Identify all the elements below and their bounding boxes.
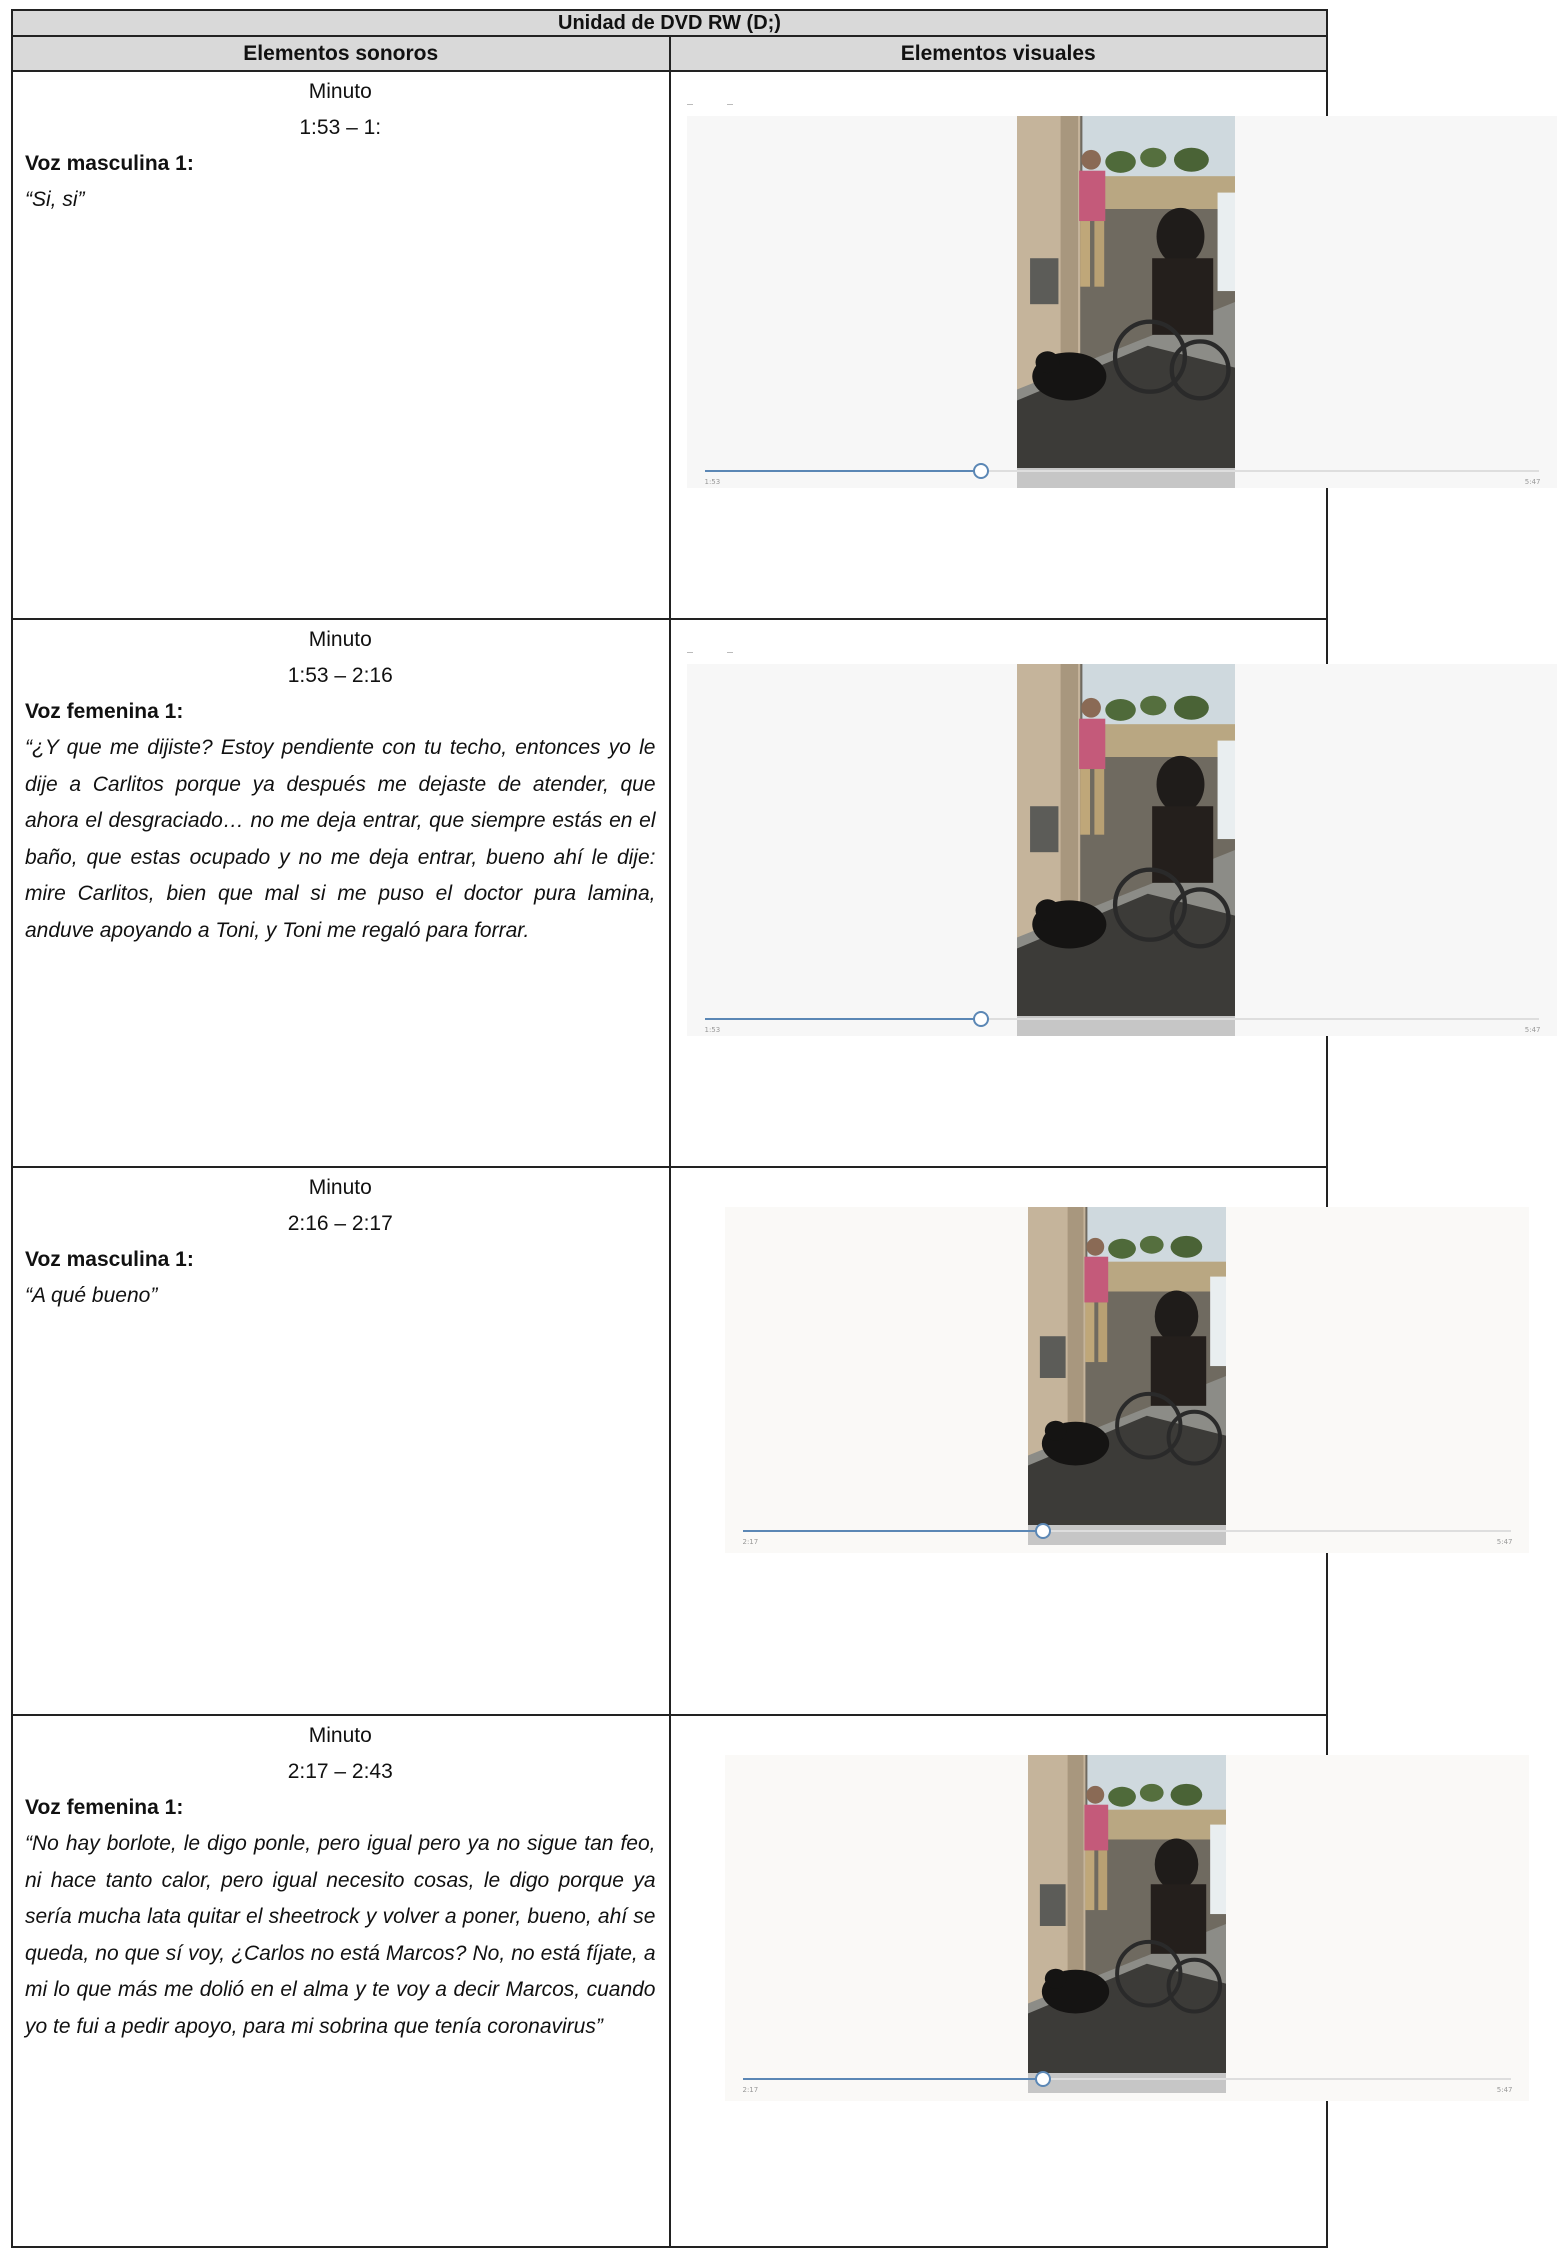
minute-range: 2:16 – 2:17 bbox=[287, 1212, 393, 1235]
video-frame[interactable] bbox=[1028, 1755, 1226, 2093]
speaker-label: Voz femenina 1: bbox=[25, 1796, 184, 1819]
seek-bar[interactable] bbox=[743, 2078, 1511, 2080]
visual-cell bbox=[670, 1715, 1513, 2247]
divider bbox=[687, 104, 693, 105]
table-row bbox=[12, 1167, 1327, 1715]
audio-cell bbox=[12, 1167, 670, 1715]
divider bbox=[687, 652, 693, 653]
seek-bar-progress bbox=[743, 2078, 1043, 2080]
seek-bar[interactable] bbox=[705, 1018, 1539, 1020]
audio-cell bbox=[12, 1715, 670, 2247]
total-time: 5:47 bbox=[1524, 478, 1541, 486]
video-frame[interactable] bbox=[1017, 664, 1235, 1036]
video-frame[interactable] bbox=[1017, 116, 1235, 488]
seek-handle[interactable] bbox=[973, 1011, 989, 1027]
total-time: 5:47 bbox=[1524, 1026, 1541, 1034]
video-controls-bar[interactable] bbox=[1028, 2073, 1226, 2093]
audio-cell bbox=[12, 71, 670, 619]
video-frame[interactable] bbox=[1028, 1207, 1226, 1545]
seek-handle[interactable] bbox=[1035, 2071, 1051, 2087]
transcript-quote: “No hay borlote, le digo ponle, pero igual pero ya no sigue tan feo, ni hace tanto calor, pero igual necesito cosas, le digo porque ya sería mucha lata quitar el sheetrock y volver a poner, bueno, ahí se queda, no que sí voy, ¿Carlos no está Marcos? No, no está fíjate, a mi lo que más me dolió en el alma y te voy a decir Marcos, cuando yo te fui a pedir apoyo, para mi sobrina que tenía coronavirus” bbox=[25, 1832, 656, 2038]
video-frame-outdoor-scene-icon bbox=[1017, 664, 1235, 1036]
video-player[interactable] bbox=[687, 664, 1557, 1036]
visual-cell bbox=[670, 1167, 1513, 1715]
current-time: 2:17 bbox=[742, 1538, 759, 1546]
table-row bbox=[12, 71, 1327, 619]
seek-bar-progress bbox=[743, 1530, 1043, 1532]
current-time: 1:53 bbox=[704, 478, 721, 486]
video-player[interactable] bbox=[725, 1207, 1529, 1553]
transcript-quote: “Si, si” bbox=[25, 188, 85, 211]
seek-bar-progress bbox=[705, 1018, 980, 1020]
audio-cell bbox=[12, 619, 670, 1167]
speaker-label: Voz femenina 1: bbox=[25, 700, 184, 723]
minute-label: Minuto bbox=[308, 1176, 372, 1199]
visual-cell bbox=[670, 619, 1541, 1167]
speaker-label: Voz masculina 1: bbox=[25, 1248, 194, 1271]
video-controls-bar[interactable] bbox=[1028, 1525, 1226, 1545]
transcript-quote: “A qué bueno” bbox=[25, 1284, 158, 1307]
column-header-visual: Elementos visuales bbox=[670, 36, 1328, 71]
video-player[interactable] bbox=[687, 116, 1557, 488]
transcript-table bbox=[11, 9, 1541, 2248]
table-row bbox=[12, 619, 1327, 1167]
table-title: Unidad de DVD RW (D;) bbox=[12, 10, 1327, 36]
minute-label: Minuto bbox=[308, 1724, 372, 1747]
divider bbox=[727, 104, 733, 105]
seek-bar-progress bbox=[705, 470, 980, 472]
minute-range: 1:53 – 1: bbox=[299, 116, 382, 139]
seek-bar[interactable] bbox=[743, 1530, 1511, 1532]
seek-bar[interactable] bbox=[705, 470, 1539, 472]
minute-label: Minuto bbox=[308, 80, 372, 103]
minute-range: 2:17 – 2:43 bbox=[287, 1760, 393, 1783]
minute-label: Minuto bbox=[308, 628, 372, 651]
seek-handle[interactable] bbox=[1035, 1523, 1051, 1539]
current-time: 2:17 bbox=[742, 2086, 759, 2094]
video-player[interactable] bbox=[725, 1755, 1529, 2101]
total-time: 5:47 bbox=[1496, 2086, 1513, 2094]
total-time: 5:47 bbox=[1496, 1538, 1513, 1546]
divider bbox=[727, 652, 733, 653]
minute-range: 1:53 – 2:16 bbox=[287, 664, 393, 687]
visual-cell bbox=[670, 71, 1541, 619]
current-time: 1:53 bbox=[704, 1026, 721, 1034]
video-frame-outdoor-scene-icon bbox=[1017, 116, 1235, 488]
table-row bbox=[12, 1715, 1327, 2247]
seek-handle[interactable] bbox=[973, 463, 989, 479]
speaker-label: Voz masculina 1: bbox=[25, 152, 194, 175]
video-frame-outdoor-scene-icon bbox=[1028, 1755, 1226, 2093]
column-header-audio: Elementos sonoros bbox=[12, 36, 670, 71]
transcript-quote: “¿Y que me dijiste? Estoy pendiente con tu techo, entonces yo le dije a Carlitos porque ya después me dejaste de atender, que ahora el desgraciado… no me deja entrar, que siempre estás en el baño, que estas ocupado y no me deja entrar, bueno ahí le dije: mire Carlitos, bien que mal si me puso el doctor pura lamina, anduve apoyando a Toni, y Toni me regaló para forrar. bbox=[25, 736, 656, 942]
video-frame-outdoor-scene-icon bbox=[1028, 1207, 1226, 1545]
